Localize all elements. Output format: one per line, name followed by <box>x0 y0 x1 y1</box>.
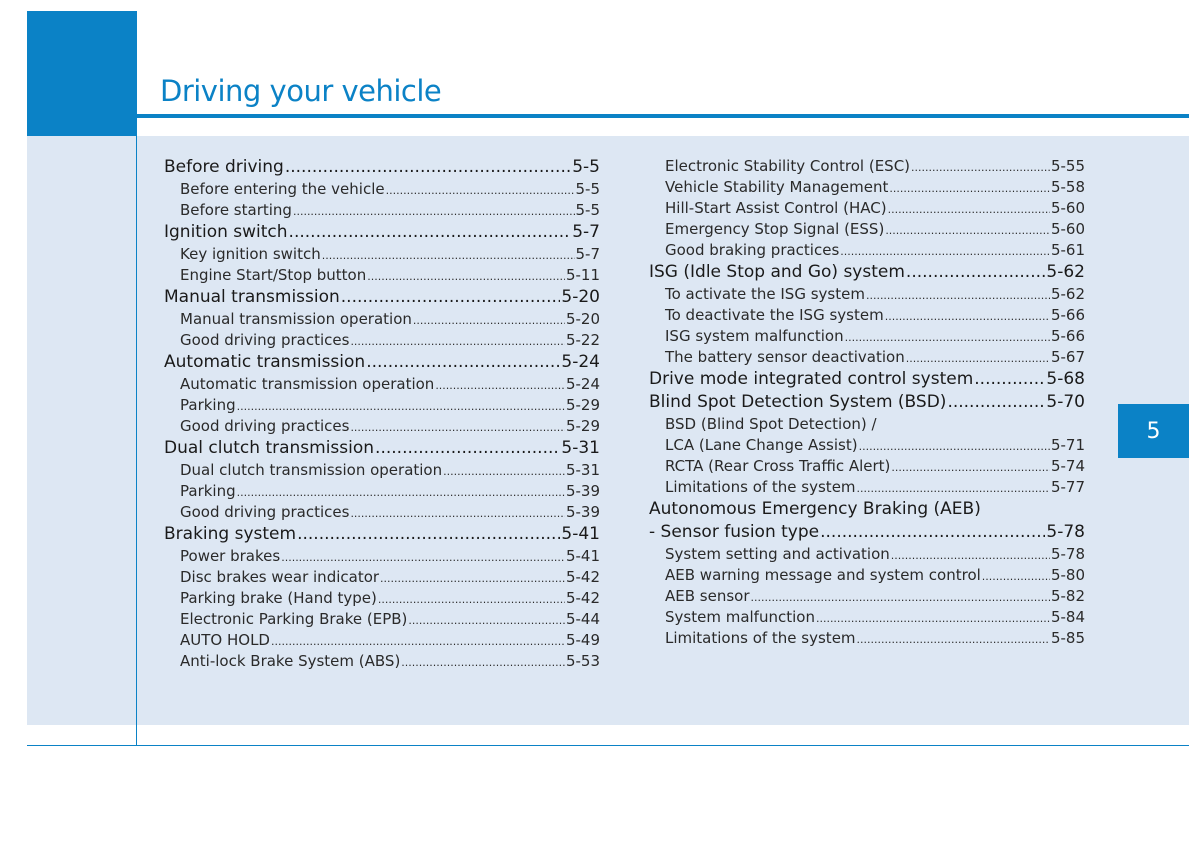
toc-entry-page: 5-29 <box>565 396 600 414</box>
toc-leader-dots <box>401 652 565 673</box>
toc-entry-label: Ignition switch <box>164 222 288 242</box>
toc-entry-label: Blind Spot Detection System (BSD) <box>649 392 947 412</box>
toc-leader-dots <box>350 417 565 438</box>
toc-entry-label: System malfunction <box>665 608 815 626</box>
toc-leader-dots <box>906 261 1045 284</box>
toc-entry-page: 5-31 <box>565 461 600 479</box>
toc-entry[interactable] <box>164 651 600 672</box>
toc-entry[interactable] <box>164 460 600 481</box>
toc-leader-dots <box>293 201 575 222</box>
toc-entry-label: AEB sensor <box>665 587 750 605</box>
toc-leader-dots <box>911 157 1050 178</box>
toc-entry-page: 5-77 <box>1050 478 1085 496</box>
toc-entry[interactable] <box>164 567 600 588</box>
toc-entry[interactable] <box>164 609 600 630</box>
toc-entry-page: 5-20 <box>561 287 600 307</box>
toc-leader-dots <box>413 310 565 331</box>
bottom-rule <box>27 745 1189 746</box>
chapter-tab[interactable]: 5 <box>1118 404 1189 458</box>
toc-leader-dots <box>889 178 1050 199</box>
toc-entry[interactable] <box>649 391 1085 414</box>
toc-entry-page: 5-11 <box>565 266 600 284</box>
toc-entry[interactable] <box>649 368 1085 391</box>
toc-entry-page: 5-60 <box>1050 220 1085 238</box>
toc-entry[interactable] <box>649 565 1085 586</box>
toc-entry[interactable] <box>649 177 1085 198</box>
toc-leader-dots <box>378 589 565 610</box>
toc-entry-page: 5-74 <box>1050 457 1085 475</box>
toc-entry-page: 5-5 <box>572 157 600 177</box>
toc-leader-dots <box>443 461 565 482</box>
toc-entry-label: Drive mode integrated control system <box>649 369 974 389</box>
toc-entry-page: 5-20 <box>565 310 600 328</box>
toc-entry-label: Electronic Parking Brake (EPB) <box>180 610 408 628</box>
toc-entry[interactable] <box>164 244 600 265</box>
toc-entry[interactable] <box>649 284 1085 305</box>
toc-leader-dots <box>947 391 1045 414</box>
toc-leader-dots <box>237 482 565 503</box>
toc-entry-label: Good braking practices <box>665 241 840 259</box>
toc-entry-page: 5-24 <box>565 375 600 393</box>
toc-entry-page: 5-78 <box>1046 522 1085 542</box>
toc-entry[interactable] <box>649 521 1085 544</box>
toc-leader-dots <box>866 285 1050 306</box>
toc-entry-page: 5-82 <box>1050 587 1085 605</box>
toc-entry-page: 5-7 <box>575 245 600 263</box>
toc-entry-page: 5-44 <box>565 610 600 628</box>
toc-entry-page: 5-78 <box>1050 545 1085 563</box>
toc-entry[interactable] <box>164 221 600 244</box>
toc-leader-dots <box>816 608 1050 629</box>
toc-entry-page: 5-66 <box>1050 306 1085 324</box>
toc-entry-label: AEB warning message and system control <box>665 566 981 584</box>
toc-entry[interactable] <box>164 546 600 567</box>
toc-entry[interactable] <box>164 374 600 395</box>
toc-entry-page: 5-66 <box>1050 327 1085 345</box>
toc-leader-dots <box>857 629 1050 650</box>
toc-entry[interactable] <box>649 240 1085 261</box>
toc-leader-dots <box>891 545 1050 566</box>
toc-leader-dots <box>435 375 565 396</box>
toc-entry-label: Manual transmission operation <box>180 310 412 328</box>
toc-entry-page: 5-49 <box>565 631 600 649</box>
toc-leader-dots <box>367 266 565 287</box>
toc-leader-dots <box>285 156 571 179</box>
toc-entry-page: 5-53 <box>565 652 600 670</box>
toc-entry[interactable] <box>649 326 1085 347</box>
toc-entry-page: 5-62 <box>1050 285 1085 303</box>
toc-entry-page: 5-41 <box>561 524 600 544</box>
toc-entry-page: 5-61 <box>1050 241 1085 259</box>
toc-entry[interactable] <box>164 481 600 502</box>
toc-entry[interactable] <box>649 498 1085 521</box>
toc-leader-dots <box>297 523 560 546</box>
toc-leader-dots <box>859 436 1050 457</box>
toc-entry-label: Manual transmission <box>164 287 340 307</box>
toc-entry-label: Before entering the vehicle <box>180 180 385 198</box>
toc-entry-page: 5-70 <box>1046 392 1085 412</box>
toc-entry-page: 5-58 <box>1050 178 1085 196</box>
toc-leader-dots <box>375 437 560 460</box>
toc-entry[interactable] <box>649 456 1085 477</box>
toc-entry[interactable] <box>164 502 600 523</box>
toc-entry[interactable] <box>649 435 1085 456</box>
toc-entry-label: Braking system <box>164 524 297 544</box>
toc-entry-label: Automatic transmission operation <box>180 375 435 393</box>
toc-entry-page: 5-39 <box>565 503 600 521</box>
toc-entry-label: Emergency Stop Signal (ESS) <box>665 220 885 238</box>
toc-left-column <box>164 156 600 672</box>
toc-entry-label: Power brakes <box>180 547 281 565</box>
toc-entry-page: 5-22 <box>565 331 600 349</box>
toc-entry[interactable] <box>649 544 1085 565</box>
toc-entry-label: Dual clutch transmission operation <box>180 461 443 479</box>
toc-entry[interactable] <box>649 607 1085 628</box>
toc-entry-page: 5-55 <box>1050 157 1085 175</box>
toc-entry[interactable] <box>164 179 600 200</box>
toc-leader-dots <box>380 568 565 589</box>
toc-entry-label: Key ignition switch <box>180 245 321 263</box>
toc-entry[interactable] <box>649 347 1085 368</box>
toc-entry-page: 5-80 <box>1050 566 1085 584</box>
toc-leader-dots <box>820 521 1045 544</box>
toc-entry[interactable] <box>164 437 600 460</box>
toc-entry-label: Hill-Start Assist Control (HAC) <box>665 199 887 217</box>
toc-leader-dots <box>237 396 565 417</box>
toc-entry-label: To activate the ISG system <box>665 285 865 303</box>
toc-leader-dots <box>322 245 575 266</box>
toc-leader-dots <box>906 348 1050 369</box>
toc-leader-dots <box>350 503 565 524</box>
toc-entry-label: To deactivate the ISG system <box>665 306 884 324</box>
toc-entry-label: - Sensor fusion type <box>649 522 820 542</box>
toc-leader-dots <box>845 327 1050 348</box>
toc-entry[interactable] <box>649 586 1085 607</box>
toc-entry-label: Anti-lock Brake System (ABS) <box>180 652 401 670</box>
toc-entry[interactable] <box>649 414 1085 435</box>
toc-right-column <box>649 156 1085 649</box>
toc-leader-dots <box>289 221 572 244</box>
toc-entry-page: 5-42 <box>565 589 600 607</box>
toc-entry[interactable] <box>164 588 600 609</box>
toc-entry-page: 5-67 <box>1050 348 1085 366</box>
header-color-block <box>27 11 137 136</box>
toc-entry-label: Before driving <box>164 157 284 177</box>
toc-entry[interactable] <box>164 156 600 179</box>
toc-entry[interactable] <box>164 286 600 309</box>
toc-entry-page: 5-39 <box>565 482 600 500</box>
toc-entry-label: ISG system malfunction <box>665 327 844 345</box>
toc-entry-label: Parking brake (Hand type) <box>180 589 377 607</box>
toc-leader-dots <box>888 199 1050 220</box>
toc-leader-dots <box>386 180 575 201</box>
toc-entry[interactable] <box>164 200 600 221</box>
toc-entry[interactable] <box>164 330 600 351</box>
toc-leader-dots <box>281 547 565 568</box>
toc-leader-dots <box>350 331 565 352</box>
toc-entry[interactable] <box>164 416 600 437</box>
toc-entry[interactable] <box>164 395 600 416</box>
toc-entry-page: 5-68 <box>1046 369 1085 389</box>
toc-entry-label: LCA (Lane Change Assist) <box>665 436 858 454</box>
toc-entry[interactable] <box>649 305 1085 326</box>
toc-entry[interactable] <box>649 477 1085 498</box>
toc-leader-dots <box>408 610 565 631</box>
toc-entry-page: 5-7 <box>572 222 600 242</box>
toc-leader-dots <box>366 351 560 374</box>
page-title: Driving your vehicle <box>160 74 442 108</box>
toc-entry[interactable] <box>164 523 600 546</box>
margin-rule <box>136 136 137 746</box>
toc-entry[interactable] <box>164 630 600 651</box>
toc-entry[interactable] <box>649 198 1085 219</box>
toc-leader-dots <box>885 220 1050 241</box>
toc-entry-label: Automatic transmission <box>164 352 366 372</box>
toc-entry[interactable] <box>649 628 1085 649</box>
toc-entry-label: BSD (Blind Spot Detection) / <box>665 415 877 433</box>
toc-entry-label: RCTA (Rear Cross Traffic Alert) <box>665 457 891 475</box>
toc-entry-page: 5-85 <box>1050 629 1085 647</box>
toc-leader-dots <box>341 286 561 309</box>
toc-leader-dots <box>857 478 1050 499</box>
toc-entry-label: Limitations of the system <box>665 478 856 496</box>
toc-entry-page: 5-60 <box>1050 199 1085 217</box>
toc-leader-dots <box>271 631 565 652</box>
toc-entry-label: Disc brakes wear indicator <box>180 568 380 586</box>
toc-entry-label: Electronic Stability Control (ESC) <box>665 157 911 175</box>
toc-entry-label: Good driving practices <box>180 331 350 349</box>
toc-entry[interactable] <box>649 261 1085 284</box>
toc-entry-label: The battery sensor deactivation <box>665 348 905 366</box>
toc-entry-label: Good driving practices <box>180 503 350 521</box>
toc-leader-dots <box>974 368 1045 391</box>
toc-entry-label: Before starting <box>180 201 292 219</box>
toc-leader-dots <box>885 306 1050 327</box>
toc-entry-page: 5-5 <box>575 201 600 219</box>
toc-entry-page: 5-84 <box>1050 608 1085 626</box>
toc-leader-dots <box>751 587 1050 608</box>
toc-entry-page: 5-5 <box>575 180 600 198</box>
toc-entry[interactable] <box>649 156 1085 177</box>
toc-leader-dots <box>982 566 1050 587</box>
toc-entry[interactable] <box>164 309 600 330</box>
toc-entry-label: Limitations of the system <box>665 629 856 647</box>
toc-entry-label: System setting and activation <box>665 545 890 563</box>
toc-entry-label: Parking <box>180 482 236 500</box>
toc-entry-page: 5-31 <box>561 438 600 458</box>
toc-entry-page: 5-42 <box>565 568 600 586</box>
toc-entry-label: ISG (Idle Stop and Go) system <box>649 262 905 282</box>
toc-entry-label: Dual clutch transmission <box>164 438 375 458</box>
toc-leader-dots <box>891 457 1050 478</box>
toc-entry-label: AUTO HOLD <box>180 631 270 649</box>
toc-leader-dots <box>840 241 1050 262</box>
toc-entry-page: 5-71 <box>1050 436 1085 454</box>
toc-entry-label: Good driving practices <box>180 417 350 435</box>
title-rule <box>137 114 1189 118</box>
toc-entry-page: 5-41 <box>565 547 600 565</box>
toc-entry[interactable] <box>649 219 1085 240</box>
toc-entry-label: Parking <box>180 396 236 414</box>
toc-entry[interactable] <box>164 351 600 374</box>
toc-entry-page: 5-24 <box>561 352 600 372</box>
toc-entry-page: 5-29 <box>565 417 600 435</box>
toc-entry-label: Vehicle Stability Management <box>665 178 889 196</box>
toc-entry-page: 5-62 <box>1046 262 1085 282</box>
toc-entry[interactable] <box>164 265 600 286</box>
toc-entry-label: Engine Start/Stop button <box>180 266 367 284</box>
toc-entry-label: Autonomous Emergency Braking (AEB) <box>649 499 981 519</box>
